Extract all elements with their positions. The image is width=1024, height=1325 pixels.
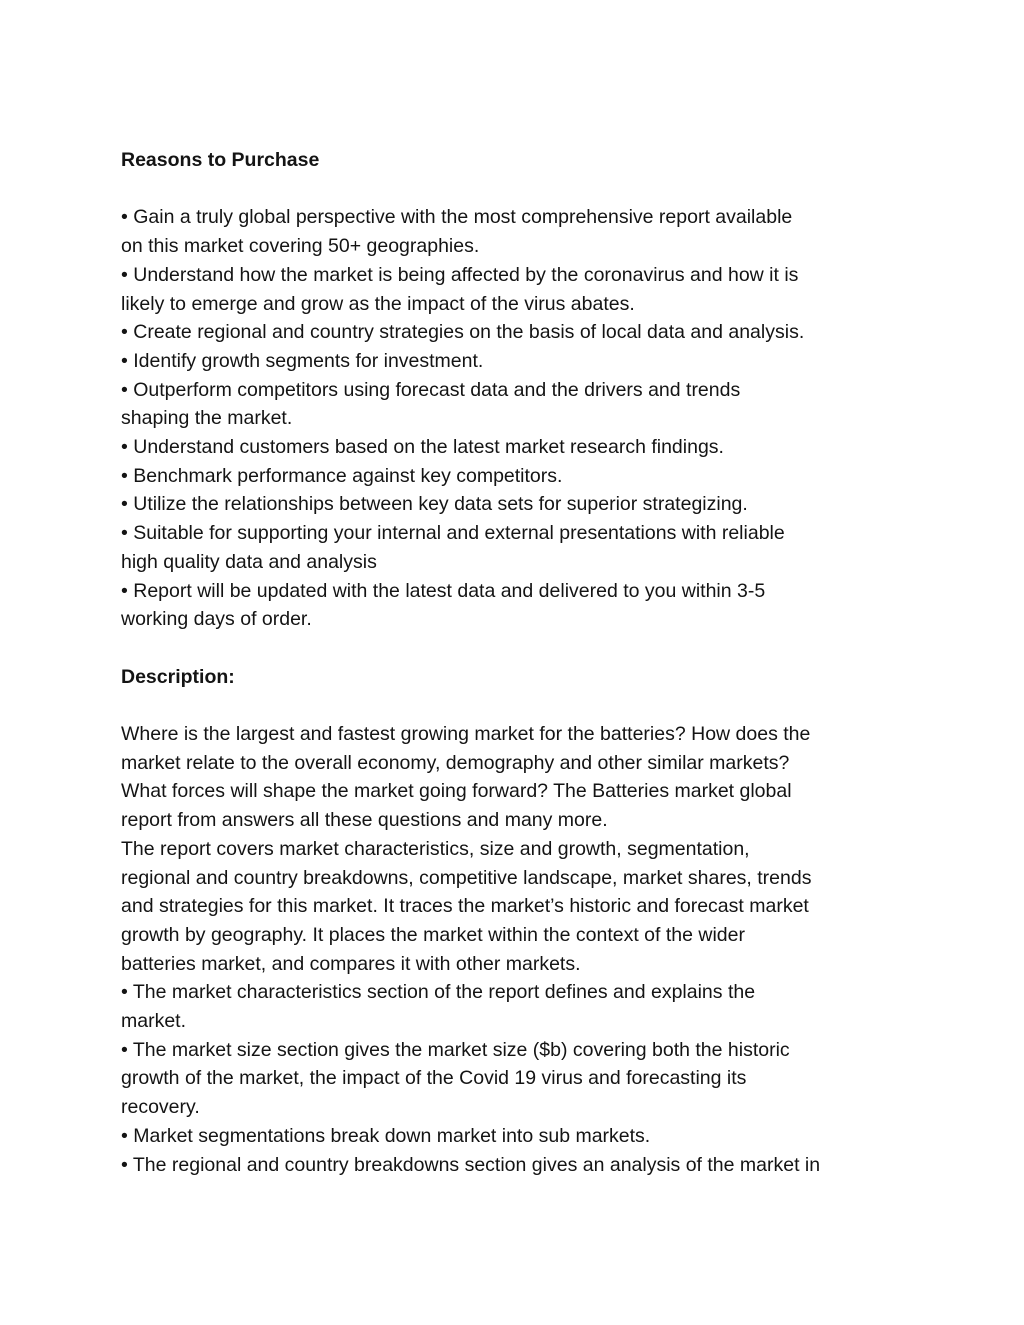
reasons-line: • Create regional and country strategies on the basis of local data and analysis. [121, 321, 805, 344]
description-line: The report covers market characteristics, size and growth, segmentation, [121, 837, 750, 860]
reasons-line: • Understand how the market is being affected by the coronavirus and how it is [121, 263, 799, 286]
description-line: growth by geography. It places the market within the context of the wider [121, 923, 745, 946]
description-line: market relate to the overall economy, demography and other similar markets? [121, 751, 790, 774]
reasons-line: likely to emerge and grow as the impact of the virus abates. [121, 292, 635, 315]
spacer [121, 175, 901, 204]
description-line: regional and country breakdowns, competitive landscape, market shares, trends [121, 866, 812, 889]
reasons-line: • Outperform competitors using forecast data and the drivers and trends [121, 378, 741, 401]
document-page [121, 146, 901, 1179]
description-line: market. [121, 1010, 187, 1033]
description-line: What forces will shape the market going forward? The Batteries market global [121, 780, 792, 803]
description-line: • The market size section gives the market size ($b) covering both the historic [121, 1038, 790, 1061]
reasons-line: • Suitable for supporting your internal and external presentations with reliable [121, 522, 785, 545]
description-line: recovery. [121, 1096, 200, 1119]
description-line: and strategies for this market. It traces the market’s historic and forecast market [121, 895, 809, 918]
description-heading: Description: [121, 665, 235, 688]
description-line: • The market characteristics section of the report defines and explains the [121, 981, 756, 1004]
reasons-heading: Reasons to Purchase [121, 149, 320, 171]
spacer [121, 634, 901, 663]
description-line: Where is the largest and fastest growing market for the batteries? How does the [121, 723, 811, 746]
description-line: growth of the market, the impact of the Covid 19 virus and forecasting its [121, 1067, 747, 1090]
reasons-list [121, 203, 901, 634]
reasons-line: high quality data and analysis [121, 550, 377, 573]
reasons-line: • Utilize the relationships between key data sets for superior strategizing. [121, 493, 748, 516]
description-line: batteries market, and compares it with other markets. [121, 952, 581, 975]
reasons-line: • Understand customers based on the latest market research findings. [121, 436, 724, 459]
reasons-line: shaping the market. [121, 407, 293, 430]
description-line: • Market segmentations break down market into sub markets. [121, 1124, 651, 1147]
reasons-line: on this market covering 50+ geographies. [121, 235, 480, 258]
reasons-line: working days of order. [121, 608, 312, 631]
description-line: report from answers all these questions and many more. [121, 809, 608, 832]
reasons-line: • Report will be updated with the latest data and delivered to you within 3-5 [121, 579, 766, 602]
description-line: • The regional and country breakdowns section gives an analysis of the market in [121, 1153, 821, 1176]
reasons-line: • Identify growth segments for investment. [121, 349, 484, 372]
reasons-line: • Gain a truly global perspective with the most comprehensive report available [121, 206, 793, 229]
description-body [121, 720, 901, 1179]
spacer [121, 691, 901, 720]
reasons-line: • Benchmark performance against key competitors. [121, 464, 563, 487]
